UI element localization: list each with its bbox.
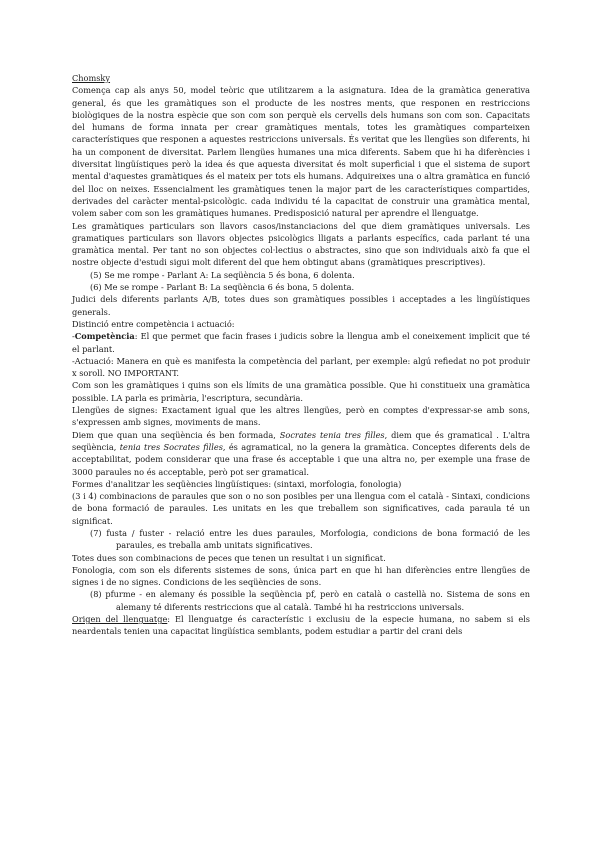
language-origin-label: Origen del llenguatge — [72, 614, 168, 625]
competencia-text: : El que permet que facin frases i judicis sobre la llengua amb el coneixement implicit que té el parlant. — [72, 331, 530, 354]
example-6: (6) Me se rompe - Parlant B: La seqüència 6 és bona, 5 dolenta. — [90, 282, 355, 293]
competencia-label: Competència — [74, 331, 135, 342]
paragraph-sign-languages: Llengües de signes: Exactament igual que les altres llengües, però en comptes d'expressar-se amb sons, s'expressen amb signes, moviments de mans. — [72, 405, 530, 428]
paragraph-combinations: Totes dues son combinacions de peces que tenen un resultat i un significat. — [72, 552, 386, 563]
paragraph-syntax: (3 i 4) combinacions de paraules que son o no son posibles per una llengua com el català - Sintaxi, condicions de bona formació de paraules. Les unitats en les que treballem son significatives, cada paraula té un significat. — [72, 491, 530, 526]
grammaticality-text-b: , diem que és gramatical . L'altra seqüència, — [72, 429, 531, 452]
document-page — [72, 72, 530, 638]
paragraph-judgements: Judici dels diferents parlants A/B, totes dues son gramàtiques possibles i acceptades a les lingüístiques generals. — [72, 294, 530, 317]
paragraph-competencia — [72, 330, 530, 355]
paragraph-particular-grammars: Les gramàtiques particulars son llavors casos/instanciacions del que diem gramàtiques universals. Les gramatiques particulars son llavors objectes psicològics lligats a parlants específics, cada parlant té una gramàtica mental. Per tant no son objectes col·lectius o abstractes, sino que son individuals això fa que el nostre objecte d'estudi sigui molt diferent del que hem obtingut abans (gramàtiques prescriptives). — [72, 220, 530, 268]
paragraph-language-origin — [72, 613, 530, 638]
example-8: (8) pfurme - en alemany és possible la seqüència pf, però en català o castellà no. Sistema de sons en alemany té diferents restriccions que al català. També hi ha restriccions universals. — [90, 589, 530, 612]
grammaticality-text-a: Diem que quan una seqüència és ben formada, — [72, 429, 280, 440]
example-5: (5) Se me rompe - Parlant A: La seqüència 5 és bona, 6 dolenta. — [90, 269, 355, 280]
example-7: (7) fusta / fuster - relació entre les dues paraules, Morfologia, condicions de bona formació de les paraules, es treballa amb unitats significatives. — [90, 527, 530, 551]
section-title-chomsky: Chomsky — [72, 73, 111, 83]
paragraph-grammaticality — [72, 429, 530, 478]
paragraph-possible-grammar: Com son les gramàtiques i quins son els límits de una gramàtica possible. Que hi constitueix una gramàtica possible. LA parla es primària, l'escriptura, secundària. — [72, 380, 530, 403]
example-sentence-grammatical: Socrates tenia tres filles — [279, 429, 385, 440]
example-sentence-agrammatical: tenia tres Socrates filles — [119, 441, 223, 452]
paragraph-analysis-forms: Formes d'analitzar les seqüències lingüístiques: (sintaxi, morfologia, fonologia) — [72, 478, 402, 489]
paragraph-actuacio: -Actuació: Manera en què es manifesta la competència del parlant, per exemple: algú refiedat no pot produir x soroll. NO IMPORTANT. — [72, 355, 530, 379]
language-origin-text: : El llenguatge és característic i exclusiu de la especie humana, no sabem si els neardentals tenien una capacitat lingüística semblants, podem estudiar a partir del crani dels — [72, 614, 530, 637]
paragraph-generative-grammar: Comença cap als anys 50, model teòric que utilitzarem a la asignatura. Idea de la gramàtica generativa general, és que les gramàtiques son el producte de les nostres ments, que responen en restriccions biològiques de la nostra espècie que son com son perquè els cervells dels humans son com son. Capacitats del humans de forma innata per crear gramàtiques mentals, totes les gramàtiques comparteixen característiques que responen a aquestes restriccions universals. És veritat que les llengües son diferents, hi ha un component de diversitat. Parlem llengües humanes una mica diferents. Sabem que hi ha diferències i diversitat lingüístiques però la idea és que aquesta diversitat és molt superficial i que el sistema de suport mental d'aquestes gramàtiques és el mateix per tots els humans. Adquireixes una o altra gramàtica en funció del lloc on neixes. Essencialment les gramàtiques tenen la major part de les característiques compartides, derivades del caràcter mental-psicològic. cada individu té la capacitat de construir una gramàtica mental, volem saber com son les gramàtiques humanes. Predisposició natural per aprendre el llenguatge. — [72, 85, 530, 219]
paragraph-competence-performance: Distinció entre competència i actuació: — [72, 318, 235, 329]
grammaticality-text-c: , és agramatical, no la genera la gramàtica. Conceptes diferents dels de acceptabilitat, podem considerar que una frase és acceptable i que una altra no, per exemple una frase de 3000 paraules no és acceptable, però pot ser gramatical. — [72, 441, 530, 477]
paragraph-phonology: Fonologia, com son els diferents sistemes de sons, única part en que hi han diferències entre llengües de signes i de no signes. Condicions de les seqüències de sons. — [72, 564, 530, 588]
competencia-dash: - — [72, 331, 75, 342]
